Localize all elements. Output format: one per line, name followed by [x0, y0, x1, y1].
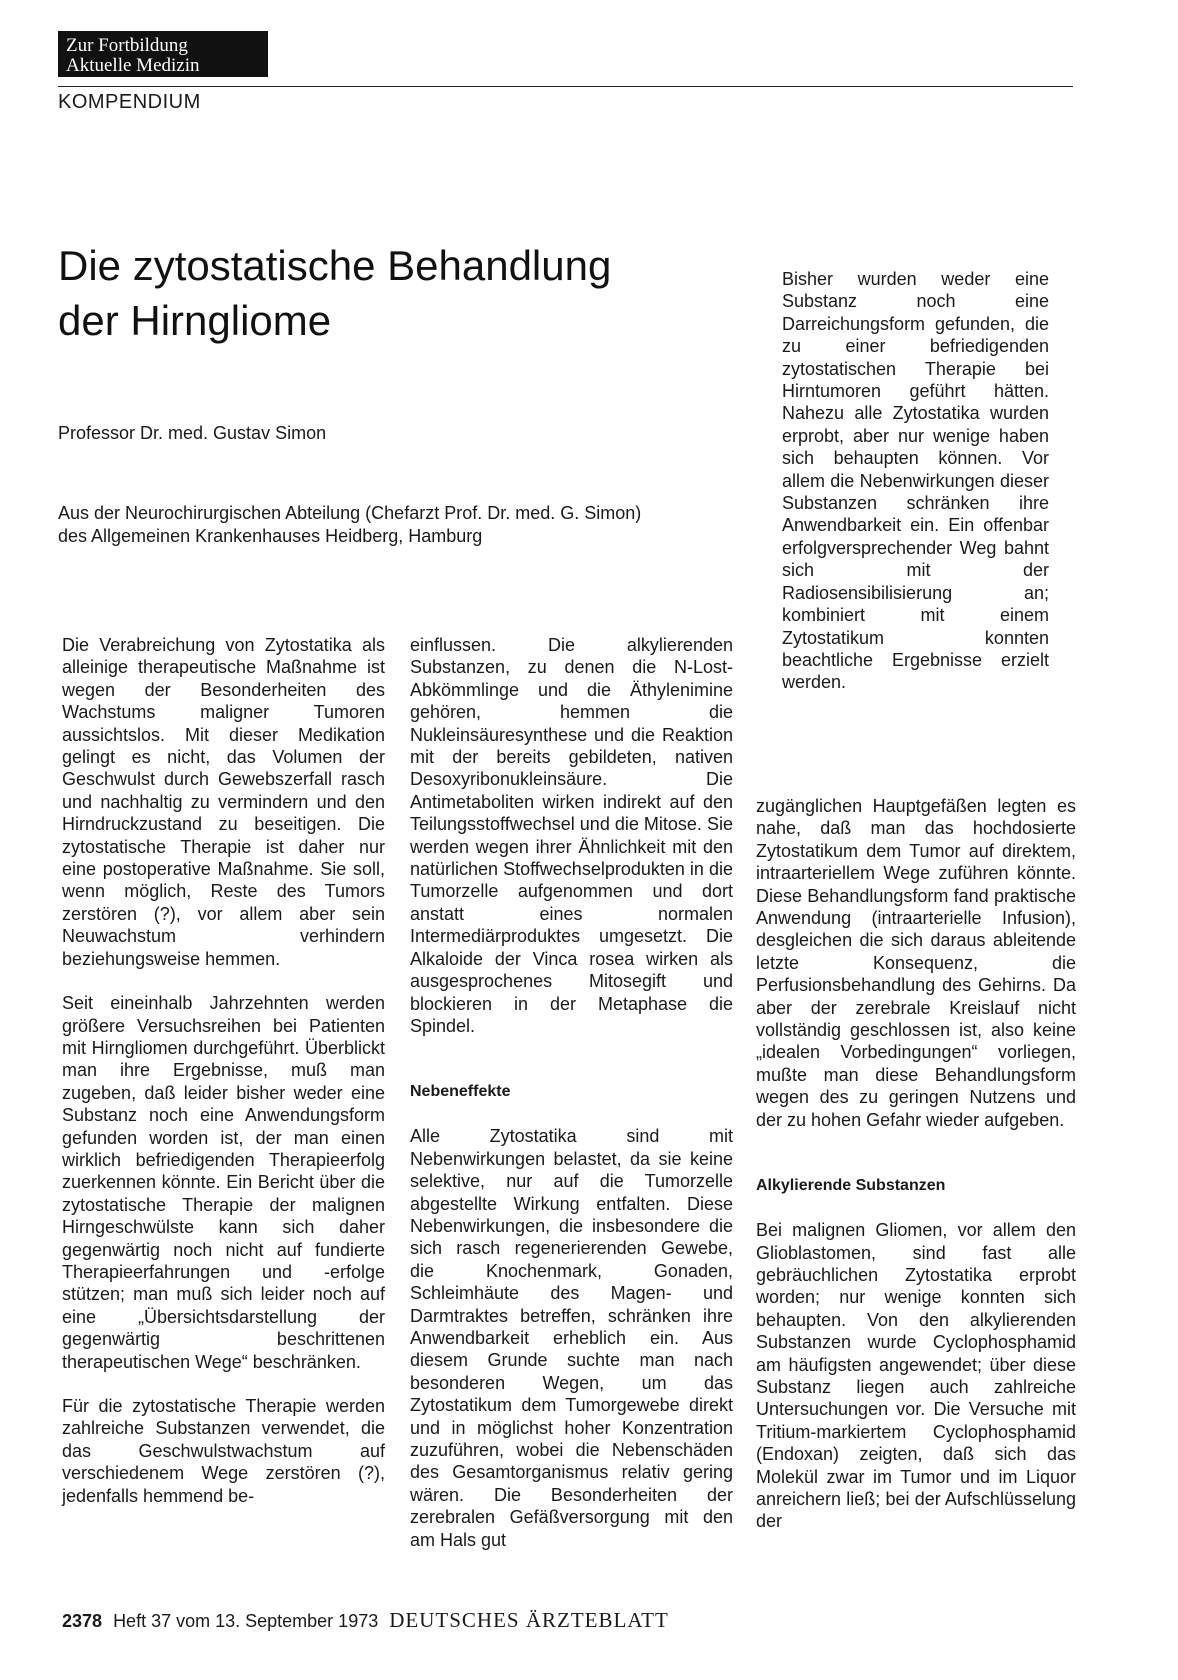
affiliation-line-1: Aus der Neurochirurgischen Abteilung (Chefarzt Prof. Dr. med. G. Simon) — [58, 503, 642, 523]
paragraph: Seit eineinhalb Jahrzehnten werden größere Versuchsreihen bei Patienten mit Hirngliomen durchgeführt. Überblickt man ihre Ergebnisse, muß man zugeben, daß leider bisher weder eine Substanz noch eine Anwendungsform gefunden worden ist, der man einen wirklich befriedigenden Therapieerfolg zuerkennen könnte. Ein Bericht über die zytostatische Therapie der malignen Hirngeschwülste kann sich daher gegenwärtig noch nicht auf fundierte Therapieerfahrungen und -erfolge stützen; man muß sich leider noch auf eine „Übersichtsdarstellung der gegenwärtig beschrittenen therapeutischen Wege“ beschränken. — [62, 993, 385, 1372]
rubric-line-2: Aktuelle Medizin — [66, 55, 200, 76]
paragraph: Alle Zytostatika sind mit Nebenwirkungen belastet, da sie keine selektive, nur auf die Tumorzelle abgestellte Wirkung entfalten. Diese Nebenwirkungen, die insbesondere die sich rasch regenerierenden Gewebe, die Knochenmark, Gonaden, Schleimhäute des Magen- und Darmtraktes betreffen, schränken ihre Anwendbarkeit erheblich ein. Aus diesem Grunde suchte man nach besonderen Wegen, um das Zytostatikum dem Tumorgewebe direkt und in möglichst hoher Konzentration zuzuführen, wobei die Nebenschäden des Gesamtorganismus relativ gering wären. Die Besonderheiten der zerebralen Gefäßversorgung mit den am Hals gut — [410, 1126, 733, 1550]
issue-info: Heft 37 vom 13. September 1973 — [113, 1611, 379, 1631]
abstract-text: Bisher wurden weder eine Substanz noch eine Darreichungsform gefunden, die zu einer befriedigenden zytostatischen Therapie bei Hirntumoren geführt hätten. Nahezu alle Zytostatika wurden erprobt, aber nur wenige haben sich behaupten können. Vor allem die Nebenwirkungen dieser Substanzen schränken ihre Anwendbarkeit ein. Ein offenbar erfolgversprechender Weg bahnt sich mit der Radiosensibilisierung an; kombiniert mit einem Zytostatikum konnten beachtliche Ergebnisse erzielt werden. — [782, 269, 1049, 693]
paragraph: zugänglichen Hauptgefäßen legten es nahe, daß man das hochdosierte Zytostatikum dem Tumor auf direktem, intraarteriellem Wege zuführen könnte. Diese Behandlungsform fand praktische Anwendung (intraarterielle Infusion), desgleichen die sich daraus ableitende letzte Konsequenz, die Perfusionsbehandlung des Gehirns. Da aber der zerebrale Kreislauf nicht vollständig geschlossen ist, also keine „idealen Vorbedingungen“ vorliegen, mußte man diese Behandlungsform wegen des zu geringen Nutzens und der zu hohen Gefahr wieder aufgeben. — [756, 796, 1076, 1130]
paragraph: Die Verabreichung von Zytostatika als alleinige therapeutische Maßnahme ist wegen der Besonderheiten des Wachstums maligner Tumoren aussichtslos. Mit dieser Medikation gelingt es nicht, das Volumen der Geschwulst durch Gewebszerfall rasch und nachhaltig zu vermindern und den Hirndruckzustand zu beseitigen. Die zytostatische Therapie ist daher nur eine postoperative Maßnahme. Sie soll, wenn möglich, Reste des Tumors zerstören (?), vor allem aber sein Neuwachstum verhindern beziehungsweise hemmen. — [62, 635, 385, 969]
text-column-1 — [62, 634, 385, 1529]
affiliation-line-2: des Allgemeinen Krankenhauses Heidberg, Hamburg — [58, 526, 483, 546]
section-heading: Nebeneffekte — [410, 1083, 511, 1101]
journal-name: DEUTSCHES ÄRZTEBLATT — [389, 1608, 669, 1632]
text-column-3 — [756, 795, 1076, 1555]
header-rule — [58, 86, 1073, 87]
section-label: KOMPENDIUM — [58, 91, 201, 113]
paragraph: Für die zytostatische Therapie werden zahlreiche Substanzen verwendet, die das Geschwulstwachstum auf verschiedenem Wege zerstören (?), jedenfalls hemmend be- — [62, 1396, 385, 1506]
paragraph: einflussen. Die alkylierenden Substanzen, zu denen die N-Lost-Abkömmlinge und die Äthylenimine gehören, hemmen die Nukleinsäuresynthese und die Reaktion mit der bereits gebildeten, nativen Desoxyribonukleinsäure. Die Antimetaboliten wirken indirekt auf den Teilungsstoffwechsel und die Mitose. Sie werden wegen ihrer Ähnlichkeit mit den natürlichen Stoffwechselprodukten in die Tumorzelle aufgenommen und dort anstatt eines normalen Intermediärproduktes umgesetzt. Die Alkaloide der Vinca rosea wirken als ausgesprochenes Mitosegift und blockieren in der Metaphase die Spindel. — [410, 635, 733, 1036]
rubric-badge — [58, 31, 268, 77]
page-number: 2378 — [62, 1611, 103, 1631]
title-line-1: Die zytostatische Behandlung — [58, 242, 612, 289]
rubric-line-1: Zur Fortbildung — [66, 35, 188, 56]
page-footer — [62, 1608, 669, 1633]
article-title — [58, 238, 758, 348]
abstract — [782, 268, 1049, 716]
title-line-2: der Hirngliome — [58, 297, 332, 344]
author: Professor Dr. med. Gustav Simon — [58, 423, 327, 443]
section-heading: Alkylierende Substanzen — [756, 1177, 946, 1195]
text-column-2 — [410, 634, 733, 1573]
paragraph: Bei malignen Gliomen, vor allem den Glioblastomen, sind fast alle gebräuchlichen Zytostatika erprobt worden; nur wenige konnten sich behaupten. Von den alkylierenden Substanzen wurde Cyclophosphamid am häufigsten angewendet; über diese Substanz liegen auch zahlreiche Untersuchungen vor. Die Versuche mit Tritium-markiertem Cyclophosphamid (Endoxan) zeigten, daß sich das Molekül zwar im Tumor und im Liquor anreichern ließ; bei der Aufschlüsselung der — [756, 1220, 1076, 1532]
affiliation — [58, 502, 778, 548]
